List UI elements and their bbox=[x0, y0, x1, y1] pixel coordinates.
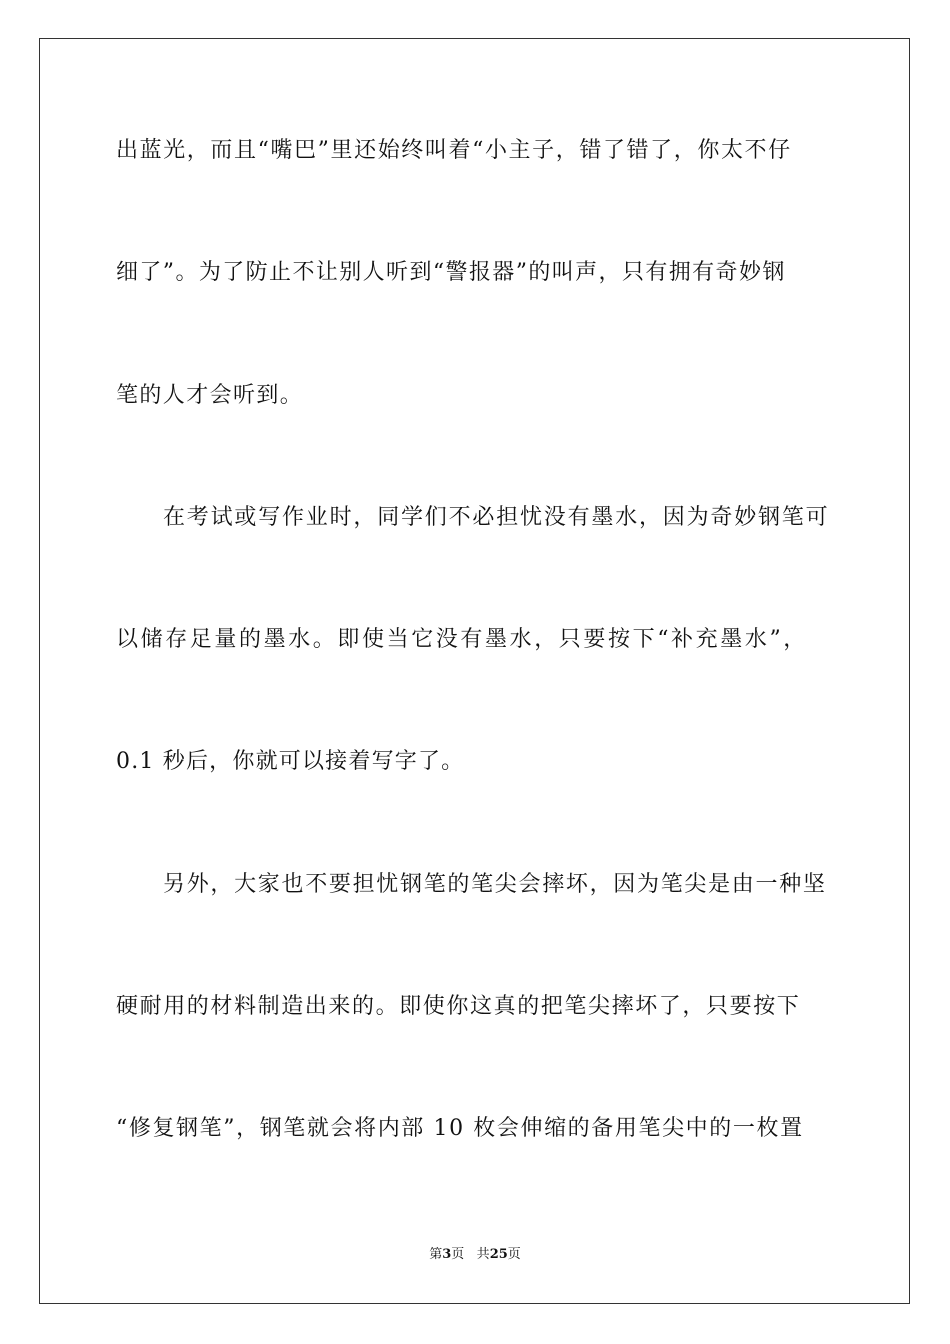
body-line-1: 出蓝光，而且“嘴巴”里还始终叫着“小主子，错了错了，你太不仔 bbox=[116, 138, 792, 163]
body-line-2: 细了”。为了防止不让别人听到“警报器”的叫声，只有拥有奇妙钢 bbox=[116, 260, 786, 285]
total-prefix: 共 bbox=[476, 1247, 490, 1262]
body-line-4: 在考试或写作业时，同学们不必担忧没有墨水，因为奇妙钢笔可 bbox=[163, 505, 830, 530]
total-pages: 25 bbox=[489, 1247, 508, 1262]
body-line-7: 另外，大家也不要担忧钢笔的笔尖会摔坏，因为笔尖是由一种坚 bbox=[163, 872, 827, 897]
page-number: 3 bbox=[442, 1247, 452, 1262]
body-line-3: 笔的人才会听到。 bbox=[116, 383, 304, 408]
page-suffix: 页 bbox=[451, 1247, 465, 1262]
page-prefix: 第 bbox=[429, 1247, 443, 1262]
body-line-6: 0.1 秒后，你就可以接着写字了。 bbox=[116, 749, 465, 774]
page-footer bbox=[0, 1246, 950, 1264]
body-line-8: 硬耐用的材料制造出来的。即使你这真的把笔尖摔坏了，只要按下 bbox=[116, 994, 801, 1019]
body-line-9: “修复钢笔”，钢笔就会将内部 10 枚会伸缩的备用笔尖中的一枚置 bbox=[116, 1116, 804, 1141]
total-suffix: 页 bbox=[507, 1247, 521, 1262]
body-line-5: 以储存足量的墨水。即使当它没有墨水，只要按下“补充墨水”， bbox=[116, 627, 808, 652]
